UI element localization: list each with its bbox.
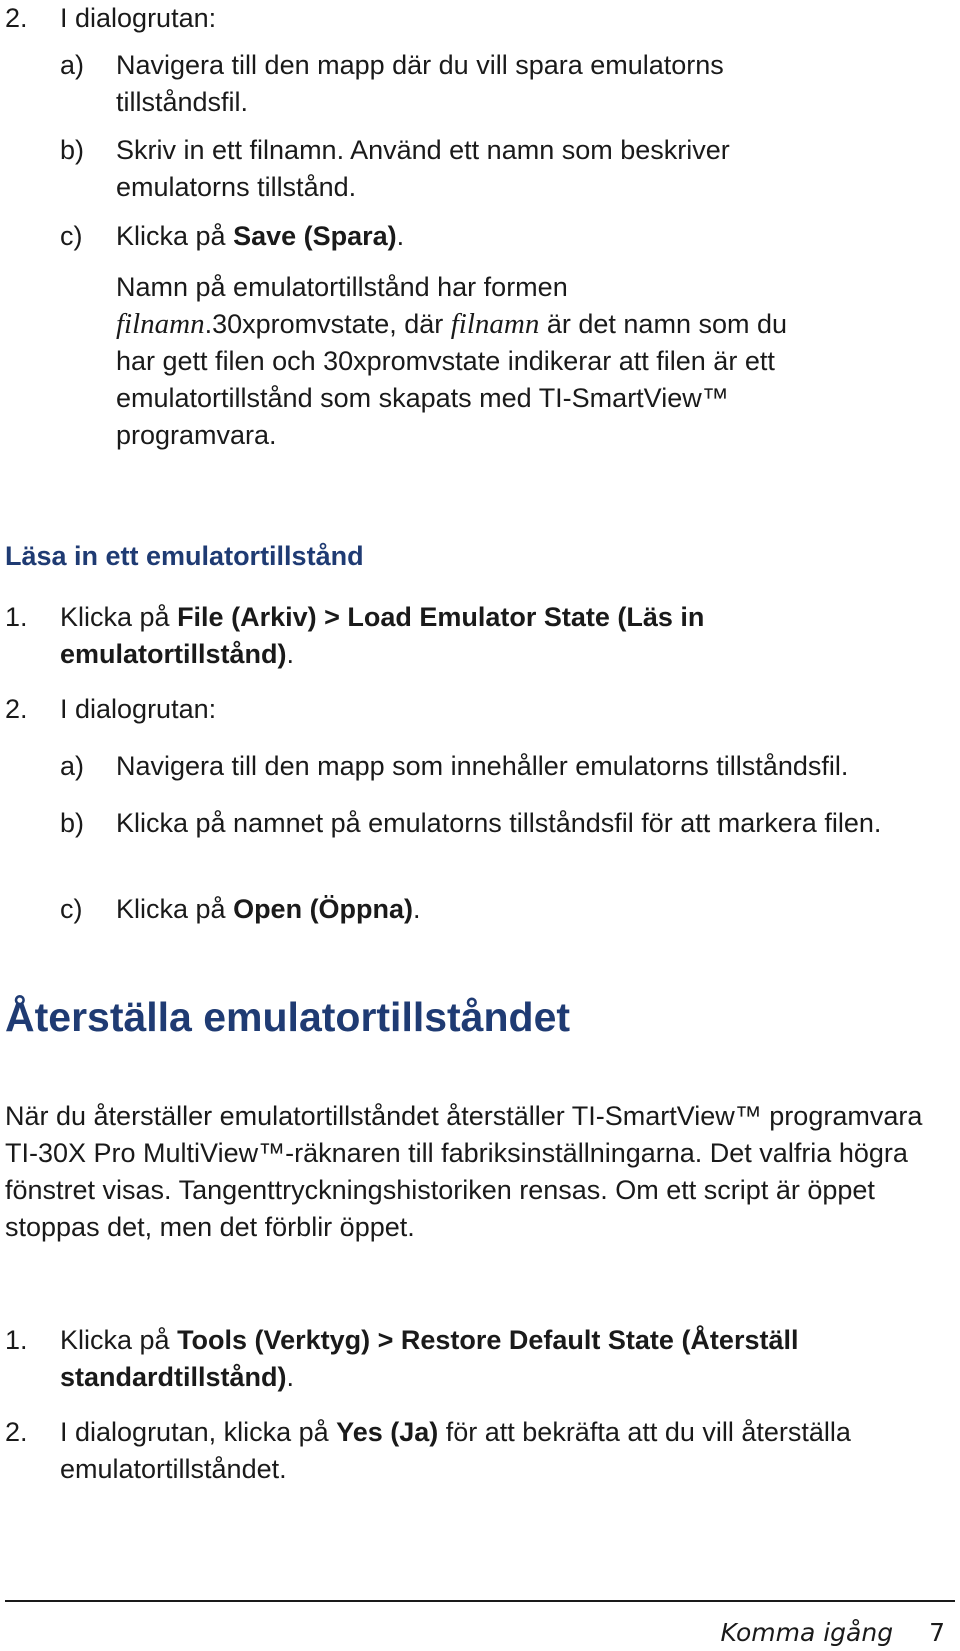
step-number: 2. <box>5 1417 28 1447</box>
substep-text: Navigera till den mapp där du vill spara emulatorns tillståndsfil. <box>116 50 724 117</box>
step-number: 1. <box>5 602 28 632</box>
substep-text: Skriv in ett filnamn. Använd ett namn som beskriver emulatorns tillstånd. <box>116 135 730 202</box>
step-number: 1. <box>5 1325 28 1355</box>
section-heading-restore: Återställa emulatortillståndet <box>5 994 571 1040</box>
substep-label: a) <box>60 50 85 80</box>
substep-label: a) <box>60 751 85 781</box>
substep-label: b) <box>60 808 85 838</box>
step-text: I dialogrutan: <box>60 3 217 33</box>
restore-paragraph: När du återställer emulatortillståndet återställer TI-SmartView™ programvara TI-30X Pro MultiView™-räknaren till fabriksinställningarna. Det valfria högra fönstret visas. Tangenttryckningshistoriken rensas. Om ett script är öppet stoppas det, men det förblir öppet. <box>5 1101 923 1242</box>
substep-text: Klicka på namnet på emulatorns tillståndsfil för att markera filen. <box>116 808 882 838</box>
page-footer <box>720 1614 945 1651</box>
step-text: I dialogrutan: <box>60 694 217 724</box>
note-paragraph: Namn på emulatortillstånd har formen filnamn.30xpromvstate, där filnamn är det namn som du har gett filen och 30xpromvstate indikerar att filen är ett emulatortillstånd som skapats med TI-SmartView™ programvara. <box>116 272 788 450</box>
substep-label: b) <box>60 135 85 165</box>
substep-label: c) <box>60 894 83 924</box>
step-text: I dialogrutan, klicka på Yes (Ja) för att bekräfta att du vill återställa emulatortillståndet. <box>60 1417 851 1484</box>
substep-text: Klicka på Open (Öppna). <box>116 894 421 924</box>
step-number: 2. <box>5 694 28 724</box>
page-number: 7 <box>929 1618 945 1647</box>
footer-title: Komma igång <box>720 1618 894 1647</box>
substep-text: Navigera till den mapp som innehåller emulatorns tillståndsfil. <box>116 751 849 781</box>
step-number: 2. <box>5 3 28 33</box>
substep-text: Klicka på Save (Spara). <box>116 221 405 251</box>
substep-label: c) <box>60 221 83 251</box>
step-text: Klicka på Tools (Verktyg) > Restore Default State (Återställ standardtillstånd). <box>60 1325 799 1392</box>
step-text: Klicka på File (Arkiv) > Load Emulator State (Läs in emulatortillstånd). <box>60 602 705 669</box>
section-heading-load: Läsa in ett emulatortillstånd <box>5 541 364 571</box>
footer-rule <box>5 1600 955 1602</box>
